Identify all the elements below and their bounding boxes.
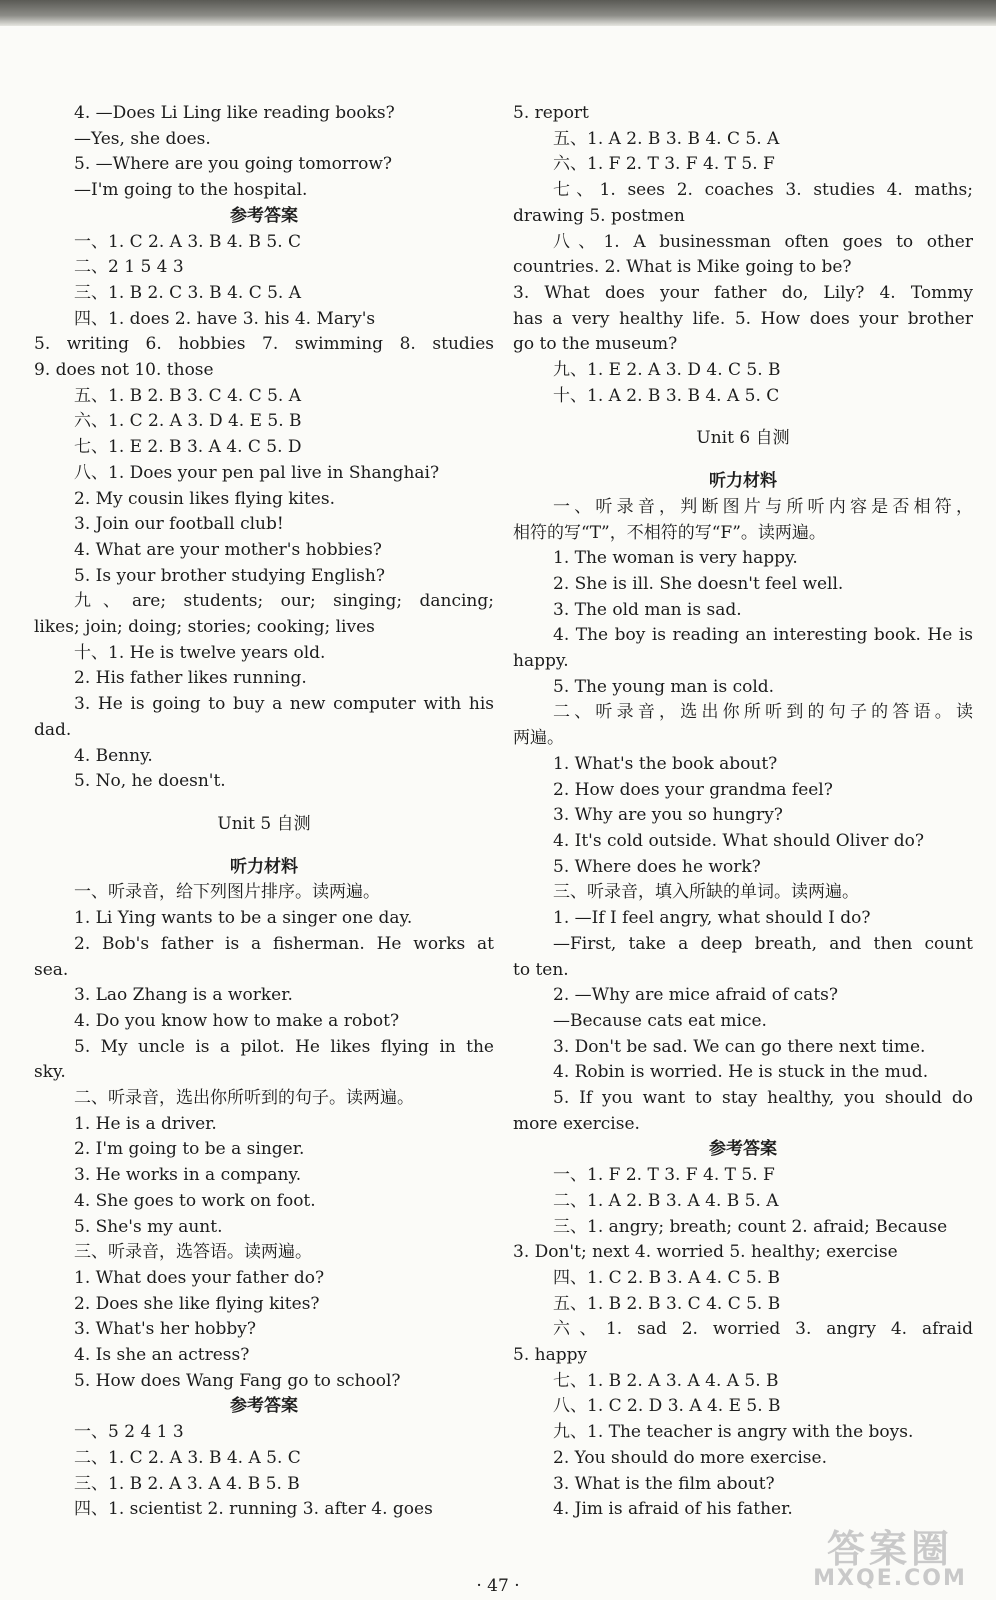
text-line: 5. If you want to stay healthy, you should do — [553, 1088, 973, 1109]
text-line: 相符的写“T”，不相符的写“F”。读两遍。 — [513, 522, 826, 543]
text-line: 5. happy — [513, 1345, 588, 1366]
text-line: 十、1. He is twelve years old. — [74, 642, 326, 663]
text-line: 3. Join our football club! — [74, 514, 284, 535]
text-line: 四、1. scientist 2. running 3. after 4. goes — [74, 1499, 433, 1520]
text-line: 5. My uncle is a pilot. He likes flying in the — [74, 1036, 494, 1057]
unit-title: Unit 5 自测 — [217, 813, 311, 834]
text-line: 4. What are your mother's hobbies? — [74, 539, 382, 560]
text-line: 四、1. C 2. B 3. A 4. C 5. B — [553, 1267, 781, 1288]
text-line: 九、are; students; our; singing; dancing; — [74, 591, 494, 612]
text-line: 二、2 1 5 4 3 — [74, 257, 184, 278]
text-line: 六、1. F 2. T 3. F 4. T 5. F — [553, 154, 775, 175]
text-line: 一、听录音，给下列图片排序。读两遍。 — [74, 882, 380, 903]
text-line: 二、听录音，选出你所听到的句子。读两遍。 — [74, 1088, 414, 1109]
text-line: sky. — [34, 1062, 66, 1083]
text-line: 七、1. sees 2. coaches 3. studies 4. maths; — [553, 180, 973, 201]
text-line: go to the museum? — [513, 334, 678, 355]
text-line: 九、1. The teacher is angry with the boys. — [553, 1422, 914, 1443]
text-line: 4. Robin is worried. He is stuck in the mud. — [553, 1062, 929, 1083]
text-line: 两遍。 — [513, 728, 564, 749]
text-line: 4. It's cold outside. What should Oliver do? — [553, 830, 924, 851]
text-line: 1. He is a driver. — [74, 1113, 217, 1134]
spacer — [34, 795, 494, 812]
text-line: 2. —Why are mice afraid of cats? — [553, 985, 838, 1006]
text-line: 4. Do you know how to make a robot? — [74, 1010, 400, 1031]
watermark-title: 答案圈 — [826, 1527, 953, 1571]
text-line: 5. —Where are you going tomorrow? — [74, 154, 392, 175]
section-heading: 参考答案 — [230, 205, 298, 226]
text-line: 2. Does she like flying kites? — [74, 1293, 320, 1314]
text-line: 一、听录音，判断图片与所听内容是否相符， — [553, 496, 973, 517]
text-line: 一、1. F 2. T 3. F 4. T 5. F — [553, 1165, 775, 1186]
text-line: 5. Is your brother studying English? — [74, 565, 385, 586]
text-line: 三、听录音，填入所缺的单词。读两遍。 — [553, 882, 859, 903]
text-line: 5. No, he doesn't. — [74, 771, 226, 792]
text-line: 2. I'm going to be a singer. — [74, 1139, 305, 1160]
text-line: 4. Is she an actress? — [74, 1345, 250, 1366]
text-line: 1. What does your father do? — [74, 1267, 325, 1288]
text-line: 4. —Does Li Ling like reading books? — [74, 103, 395, 123]
text-line: 2. You should do more exercise. — [553, 1447, 827, 1468]
text-line: 九、1. E 2. A 3. D 4. C 5. B — [553, 360, 781, 381]
text-line: 二、1. A 2. B 3. A 4. B 5. A — [553, 1190, 779, 1211]
text-line: 4. Benny. — [74, 745, 153, 766]
text-line: 三、听录音，选答语。读两遍。 — [74, 1242, 312, 1263]
text-line: 3. Don't; next 4. worried 5. healthy; exercise — [513, 1242, 898, 1263]
text-line: 2. She is ill. She doesn't feel well. — [553, 573, 844, 594]
text-line: happy. — [513, 651, 569, 672]
text-line: sea. — [34, 959, 69, 980]
text-line: dad. — [34, 719, 72, 740]
text-line: 3. What does your father do, Lily? 4. Tommy — [513, 282, 973, 303]
text-line: —Yes, she does. — [74, 128, 211, 149]
text-line: 5. How does Wang Fang go to school? — [74, 1370, 401, 1391]
text-line: 三、1. B 2. A 3. A 4. B 5. B — [74, 1473, 300, 1494]
text-line: 四、1. does 2. have 3. his 4. Mary's — [74, 308, 376, 329]
text-line: 1. The woman is very happy. — [553, 548, 798, 569]
text-line: 1. —If I feel angry, what should I do? — [553, 908, 871, 929]
text-line: 5. report — [513, 103, 589, 123]
text-line: 八、1. A businessman often goes to other — [553, 231, 973, 252]
text-line: 5. She's my aunt. — [74, 1216, 223, 1237]
text-line: 3. Lao Zhang is a worker. — [74, 985, 293, 1006]
right-column — [513, 101, 973, 1523]
spacer — [513, 452, 973, 469]
text-line: 2. Bob's father is a fisherman. He works at — [74, 933, 494, 954]
text-line: 3. The old man is sad. — [553, 599, 742, 620]
text-line: 二、1. C 2. A 3. B 4. A 5. C — [74, 1447, 301, 1468]
text-line: 4. She goes to work on foot. — [74, 1190, 316, 1211]
text-line: 3. What's her hobby? — [74, 1319, 257, 1340]
text-line: 5. Where does he work? — [553, 856, 761, 877]
text-line: —I'm going to the hospital. — [74, 180, 308, 201]
watermark-logo — [792, 1527, 988, 1594]
text-line: 八、1. Does your pen pal live in Shanghai? — [74, 462, 440, 483]
text-line: 4. Jim is afraid of his father. — [553, 1499, 793, 1520]
text-line: 3. What is the film about? — [553, 1473, 775, 1494]
text-line: —Because cats eat mice. — [553, 1010, 767, 1031]
section-heading: 听力材料 — [709, 471, 777, 492]
text-line: 一、5 2 4 1 3 — [74, 1422, 184, 1443]
page-number: · 47 · — [476, 1576, 520, 1596]
text-line: 七、1. B 2. A 3. A 4. A 5. B — [553, 1370, 779, 1391]
text-line: 六、1. sad 2. worried 3. angry 4. afraid — [553, 1319, 973, 1340]
spacer — [34, 838, 494, 855]
text-line: 八、1. C 2. D 3. A 4. E 5. B — [553, 1396, 781, 1417]
text-line: 2. His father likes running. — [74, 668, 307, 689]
text-line: 5. writing 6. hobbies 7. swimming 8. studies — [34, 334, 494, 355]
text-line: 七、1. E 2. B 3. A 4. C 5. D — [74, 437, 302, 458]
text-line: 3. Don't be sad. We can go there next time. — [553, 1036, 926, 1057]
section-heading: 听力材料 — [230, 856, 298, 877]
text-line: 5. The young man is cold. — [553, 676, 775, 697]
text-line: 2. How does your grandma feel? — [553, 779, 833, 800]
text-line: 五、1. B 2. B 3. C 4. C 5. B — [553, 1293, 781, 1314]
text-line: 五、1. A 2. B 3. B 4. C 5. A — [553, 128, 780, 149]
text-line: 2. My cousin likes flying kites. — [74, 488, 335, 509]
text-line: has a very healthy life. 5. How does your brother — [513, 308, 973, 329]
text-line: 十、1. A 2. B 3. B 4. A 5. C — [553, 385, 780, 406]
unit-title: Unit 6 自测 — [696, 428, 790, 449]
text-line: to ten. — [513, 959, 569, 980]
text-line: 六、1. C 2. A 3. D 4. E 5. B — [74, 411, 302, 432]
text-line: 3. He is going to buy a new computer with his — [74, 694, 494, 715]
scan-top-band — [0, 0, 996, 26]
text-line: drawing 5. postmen — [513, 205, 685, 226]
spacer — [513, 409, 973, 426]
text-line: 三、1. angry; breath; count 2. afraid; Because — [553, 1216, 948, 1237]
text-line: —First, take a deep breath, and then count — [553, 933, 973, 954]
text-line: more exercise. — [513, 1113, 640, 1134]
text-line: 4. The boy is reading an interesting book. He is — [553, 625, 973, 646]
text-line: 一、1. C 2. A 3. B 4. B 5. C — [74, 231, 302, 252]
watermark-url: MXQE.COM — [813, 1566, 967, 1591]
text-line: 3. Why are you so hungry? — [553, 805, 783, 826]
text-line: countries. 2. What is Mike going to be? — [513, 257, 852, 278]
left-column — [34, 101, 494, 1523]
text-line: 二、听录音，选出你所听到的句子的答语。读 — [553, 702, 973, 723]
text-line: 9. does not 10. those — [34, 360, 214, 381]
text-line: 1. What's the book about? — [553, 753, 778, 774]
text-line: 五、1. B 2. B 3. C 4. C 5. A — [74, 385, 302, 406]
section-heading: 参考答案 — [230, 1396, 298, 1417]
text-line: 1. Li Ying wants to be a singer one day. — [74, 908, 413, 929]
section-heading: 参考答案 — [709, 1139, 777, 1160]
text-line: 三、1. B 2. C 3. B 4. C 5. A — [74, 282, 302, 303]
text-line: likes; join; doing; stories; cooking; lives — [34, 617, 375, 638]
text-line: 3. He works in a company. — [74, 1165, 302, 1186]
